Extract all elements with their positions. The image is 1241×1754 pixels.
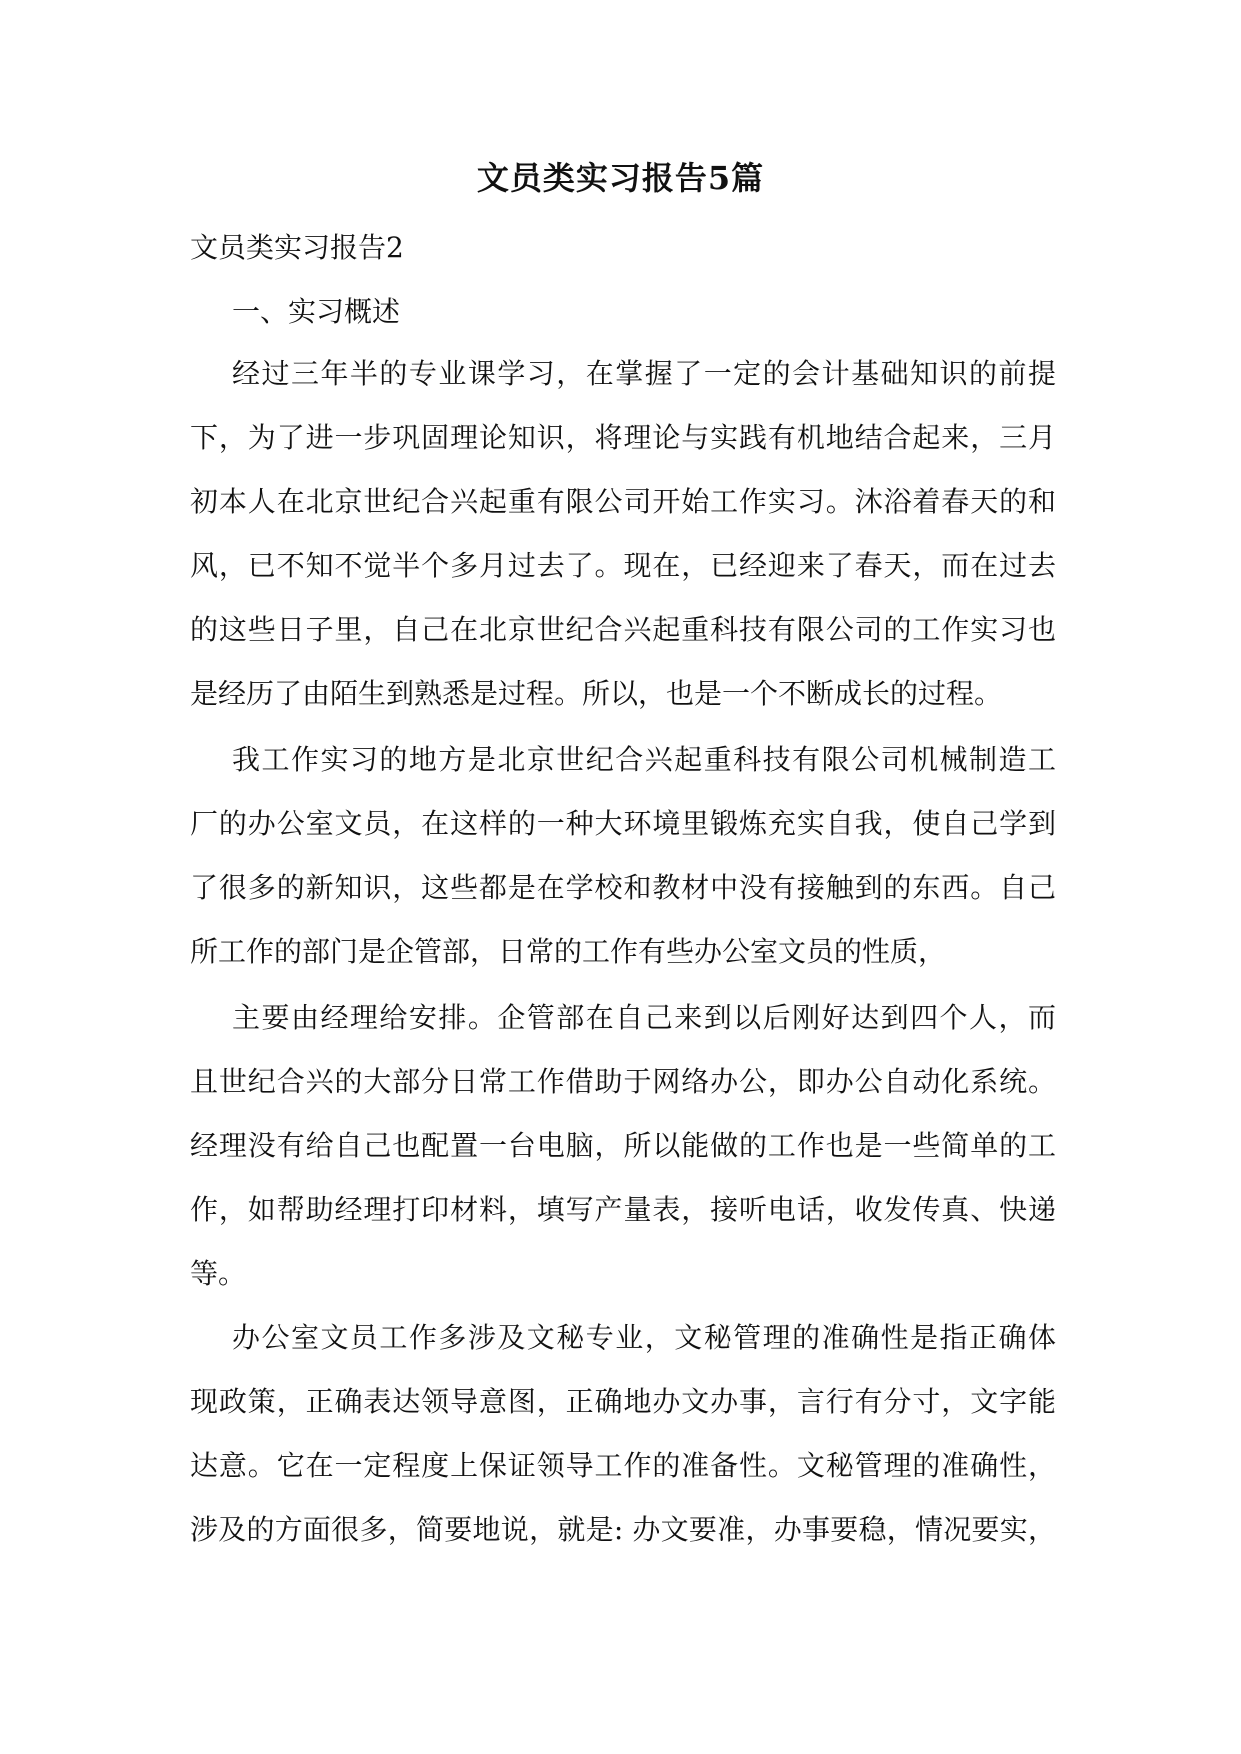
- text-line: 了很多的新知识，这些都是在学校和教材中没有接触到的东西。自己: [190, 871, 1056, 904]
- section-heading: 一、实习概述: [232, 295, 401, 328]
- text-line: 现政策，正确表达领导意图，正确地办文办事，言行有分寸，文字能: [190, 1385, 1056, 1418]
- text-line: 经理没有给自己也配置一台电脑，所以能做的工作也是一些简单的工: [190, 1129, 1056, 1162]
- text-line: 下，为了进一步巩固理论知识，将理论与实践有机地结合起来，三月: [190, 421, 1056, 454]
- text-line: 作，如帮助经理打印材料，填写产量表，接听电话，收发传真、快递: [190, 1193, 1056, 1226]
- text-line: 厂的办公室文员，在这样的一种大环境里锻炼充实自我，使自己学到: [190, 807, 1056, 840]
- text-line: 等。: [190, 1257, 247, 1290]
- text-line: 初本人在北京世纪合兴起重有限公司开始工作实习。沐浴着春天的和: [190, 485, 1056, 518]
- text-line: 且世纪合兴的大部分日常工作借助于网络办公，即办公自动化系统。: [190, 1065, 1056, 1098]
- paragraph-3: [190, 986, 1056, 1306]
- text-line: 涉及的方面很多，简要地说，就是: 办文要准，办事要稳，情况要实，: [190, 1513, 1056, 1546]
- text-line: 是经历了由陌生到熟悉是过程。所以，也是一个不断成长的过程。: [190, 677, 1003, 710]
- text-line: 主要由经理给安排。企管部在自己来到以后刚好达到四个人，而: [232, 1001, 1056, 1034]
- report-heading: 文员类实习报告2: [190, 231, 404, 264]
- text-line: 办公室文员工作多涉及文秘专业，文秘管理的准确性是指正确体: [232, 1321, 1056, 1354]
- text-line: 我工作实习的地方是北京世纪合兴起重科技有限公司机械制造工: [232, 743, 1056, 776]
- text-line: 达意。它在一定程度上保证领导工作的准备性。文秘管理的准确性，: [190, 1449, 1056, 1482]
- text-line: 经过三年半的专业课学习，在掌握了一定的会计基础知识的前提: [232, 357, 1056, 390]
- text-line: 的这些日子里，自己在北京世纪合兴起重科技有限公司的工作实习也: [190, 613, 1056, 646]
- paragraph-2: [190, 728, 1056, 984]
- text-line: 风，已不知不觉半个多月过去了。现在，已经迎来了春天，而在过去: [190, 549, 1056, 582]
- paragraph-4: [190, 1306, 1056, 1562]
- document-title: 文员类实习报告5篇: [476, 159, 765, 197]
- paragraph-1: [190, 342, 1056, 726]
- text-line: 所工作的部门是企管部，日常的工作有些办公室文员的性质，: [190, 935, 947, 968]
